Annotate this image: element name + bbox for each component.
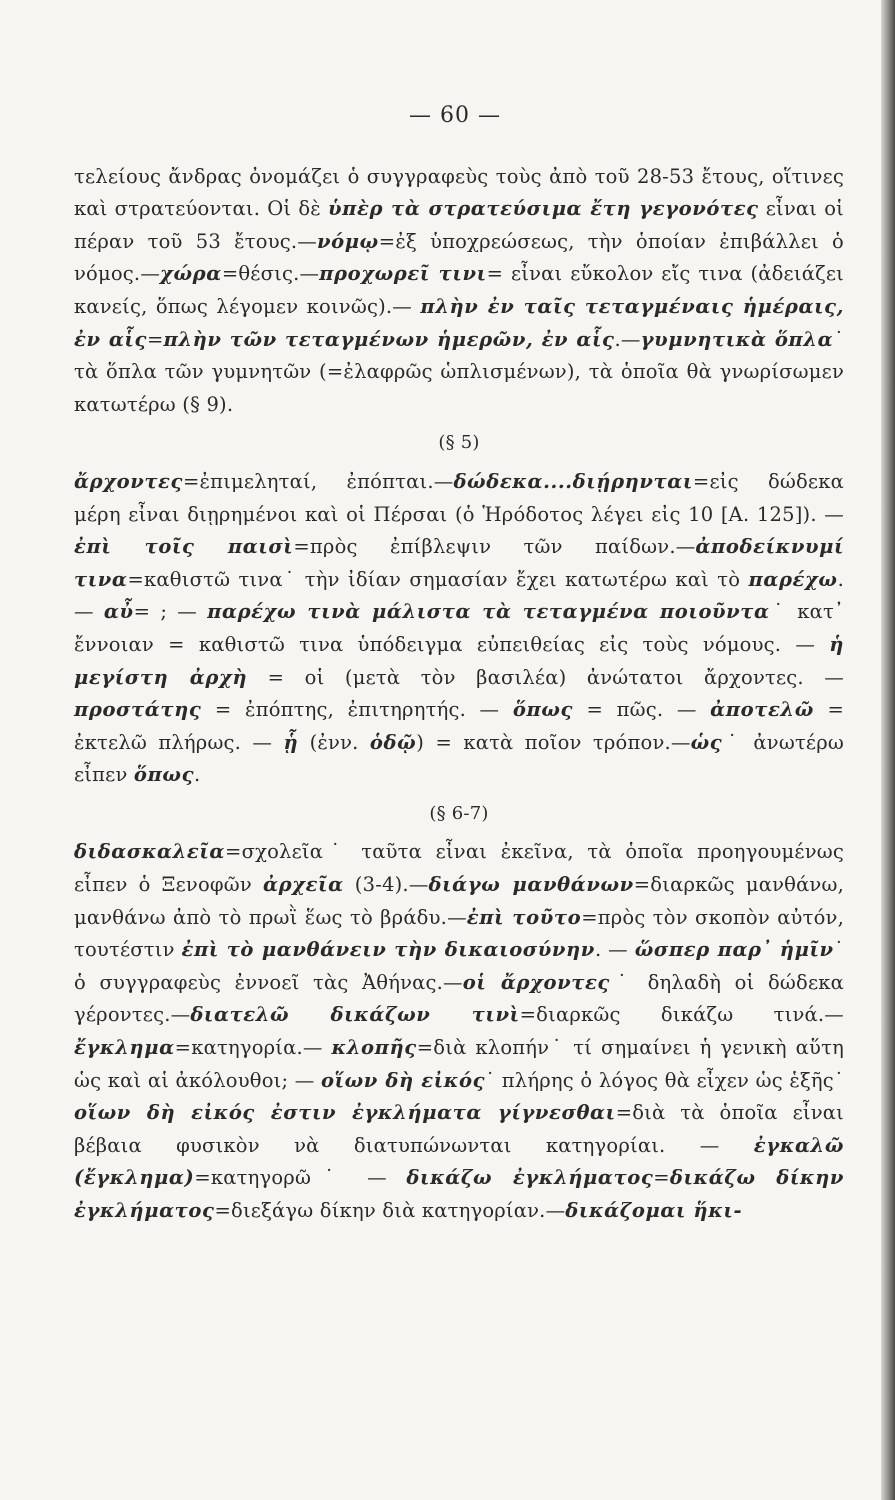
- lemma: διατελῶ δικάζων τινὶ: [190, 1003, 520, 1027]
- lemma: πλὴν τῶν τεταγμένων ἡμερῶν, ἐν αἷς: [163, 327, 615, 351]
- lemma: ἐπὶ τοῖς παισὶ: [74, 535, 294, 559]
- lemma: ἀρχεῖα: [263, 873, 344, 897]
- lemma: παρέχω: [748, 567, 838, 591]
- paragraph-section-5: ἄρχοντες=ἐπιμεληταί, ἐπόπται.—δώδεκα....διῄρηνται=εἰς δώδεκα μέρη εἶναι διῃρημένοι καὶ οἱ Πέρσαι (ὁ Ἡρόδοτος λέγει εἰς 10 [Α. 125]). — ἐπὶ τοῖς παισὶ=πρὸς ἐπίβλεψιν τῶν παίδων.—ἀποδείκνυμί τινα=καθιστῶ τινα˙ τὴν ἰδίαν σημασίαν ἔχει κατωτέρω καὶ τὸ παρέχω. — αὖ= ; — παρέχω τινὰ μάλιστα τὰ τεταγμένα ποιοῦντα˙ κατ᾽ ἔννοιαν = καθιστῶ τινα ὑπόδειγμα εὐπειθείας εἰς τοὺς νόμους. — ἡ μεγίστη ἀρχὴ = οἱ (μετὰ τὸν βασιλέα) ἀνώτατοι ἄρχοντες. — προστάτης = ἐπόπτης, ἐπιτηρητής. — ὅπως = πῶς. — ἀποτελῶ = ἐκτελῶ πλήρως. — ᾗ (ἐνν. ὁδῷ) = κατὰ ποῖον τρόπον.—ὡς˙ ἀνωτέρω εἶπεν ὅπως.: [74, 469, 844, 787]
- lemma: ᾗ: [283, 730, 299, 754]
- lemma: κλοπῆς: [331, 1036, 417, 1060]
- lemma: ἔγκλημα: [74, 1036, 175, 1060]
- lemma: δικάζω ἐγκλήματος: [406, 1166, 654, 1190]
- lemma: ἀποτελῶ: [710, 698, 814, 722]
- lemma: ὁδῷ: [369, 730, 417, 754]
- lemma: ἐπὶ τοῦτο: [466, 905, 582, 929]
- page-number: — 60 —: [409, 103, 501, 128]
- lemma: δώδεκα....διῄρηνται: [453, 469, 693, 493]
- page-body: [74, 100, 844, 1228]
- section-heading-6-7: (§ 6-7): [429, 802, 489, 824]
- lemma: παρέχω τινὰ μάλιστα τὰ τεταγμένα ποιοῦντα: [207, 600, 770, 624]
- lemma: ἄρχοντες: [74, 469, 183, 493]
- lemma: ἐπὶ τὸ μανθάνειν τὴν δικαιοσύνην: [181, 938, 595, 962]
- lemma: προστάτης: [74, 698, 202, 722]
- lemma: ἀποδείκνυμί τινα: [74, 535, 844, 591]
- lemma: αὖ: [103, 600, 134, 624]
- section-heading-5: (§ 5): [438, 432, 480, 454]
- lemma: πλὴν ἐν ταῖς τεταγμέναις ἡμέραις, ἐν αἷς: [74, 294, 844, 351]
- lemma: οἱ ἄρχοντες: [462, 970, 610, 994]
- lemma: ὑπὲρ τὰ στρατεύσιμα ἔτη γεγονότες: [328, 197, 759, 221]
- paragraph-section-4: τελείους ἄνδρας ὀνομάζει ὁ συγγραφεὺς τοὺς ἀπὸ τοῦ 28-53 ἔτους, οἵτινες καὶ στρατεύονται. Οἱ δὲ ὑπὲρ τὰ στρατεύσιμα ἔτη γεγονότες εἶναι οἱ πέραν τοῦ 53 ἔτους.—νόμῳ=ἐξ ὑποχρεώσεως, τὴν ὁποίαν ἐπιβάλλει ὁ νόμος.—χώρα=θέσις.—προχωρεῖ τινι= εἶναι εὔκολον εἴς τινα (ἀδειάζει κανείς, ὅπως λέγομεν κοινῶς).— πλὴν ἐν ταῖς τεταγμέναις ἡμέραις, ἐν αἷς=πλὴν τῶν τεταγμένων ἡμερῶν, ἐν αἷς.—γυμνητικὰ ὅπλα˙ τὰ ὅπλα τῶν γυμνητῶν (=ἐλαφρῶς ὡπλισμένων), τὰ ὁποῖα θὰ γνωρίσωμεν κατωτέρω (§ 9).: [74, 164, 845, 416]
- lemma: ἐγκαλῶ (ἔγκλημα): [74, 1133, 844, 1190]
- lemma: οἵων δὴ εἰκός ἐστιν ἐγκλήματα γίγνεσθαι: [74, 1101, 616, 1125]
- lemma: γυμνητικὰ ὅπλα: [640, 327, 834, 351]
- lemma: νόμῳ: [317, 229, 379, 253]
- lemma: δικάζω δίκην ἐγκλήματος: [74, 1166, 845, 1222]
- lemma: ὡς: [690, 730, 723, 754]
- lemma: δικάζομαι ἥκι-: [565, 1199, 743, 1222]
- lemma: προχωρεῖ τινι: [319, 262, 487, 286]
- lemma: ὥσπερ παρ᾽ ἡμῖν: [634, 938, 834, 962]
- lemma: ὅπως: [512, 698, 573, 722]
- lemma: ἡ μεγίστη ἀρχὴ: [74, 632, 844, 689]
- book-spine-edge: [881, 0, 895, 1500]
- lemma: χώρα: [160, 262, 222, 286]
- lemma: οἵων δὴ εἰκός: [321, 1068, 486, 1092]
- lemma: ὅπως: [133, 763, 195, 787]
- lemma: διδασκαλεῖα: [74, 840, 226, 864]
- lemma: διάγω μανθάνων: [428, 873, 634, 897]
- paragraph-section-6-7: διδασκαλεῖα=σχολεῖα˙ ταῦτα εἶναι ἐκεῖνα, τὰ ὁποῖα προηγουμένως εἶπεν ὁ Ξενοφῶν ἀρχεῖα (3-4).—διάγω μανθάνων=διαρκῶς μανθάνω, μανθάνω ἀπὸ τὸ πρωῒ ἕως τὸ βράδυ.—ἐπὶ τοῦτο=πρὸς τὸν σκοπὸν αὐτόν, τουτέστιν ἐπὶ τὸ μανθάνειν τὴν δικαιοσύνην. — ὥσπερ παρ᾽ ἡμῖν˙ ὁ συγγραφεὺς ἐννοεῖ τὰς Ἀθήνας.—οἱ ἄρχοντες˙ δηλαδὴ οἱ δώδεκα γέροντες.—διατελῶ δικάζων τινὶ=διαρκῶς δικάζω τινά.—ἔγκλημα=κατηγορία.— κλοπῆς=διὰ κλοπήν˙ τί σημαίνει ἡ γενικὴ αὕτη ὡς καὶ αἱ ἀκόλουθοι; — οἵων δὴ εἰκός˙ πλήρης ὁ λόγος θὰ εἶχεν ὡς ἑξῆς˙ οἵων δὴ εἰκός ἐστιν ἐγκλήματα γίγνεσθαι=διὰ τὰ ὁποῖα εἶναι βέβαια φυσικὸν νὰ διατυπώνωνται κατηγορίαι. — ἐγκαλῶ (ἔγκλημα)=κατηγορῶ˙ — δικάζω ἐγκλήματος=δικάζω δίκην ἐγκλήματος=διεξάγω δίκην διὰ κατηγορίαν.—δικάζομαι ἥκι-: [74, 840, 845, 1222]
